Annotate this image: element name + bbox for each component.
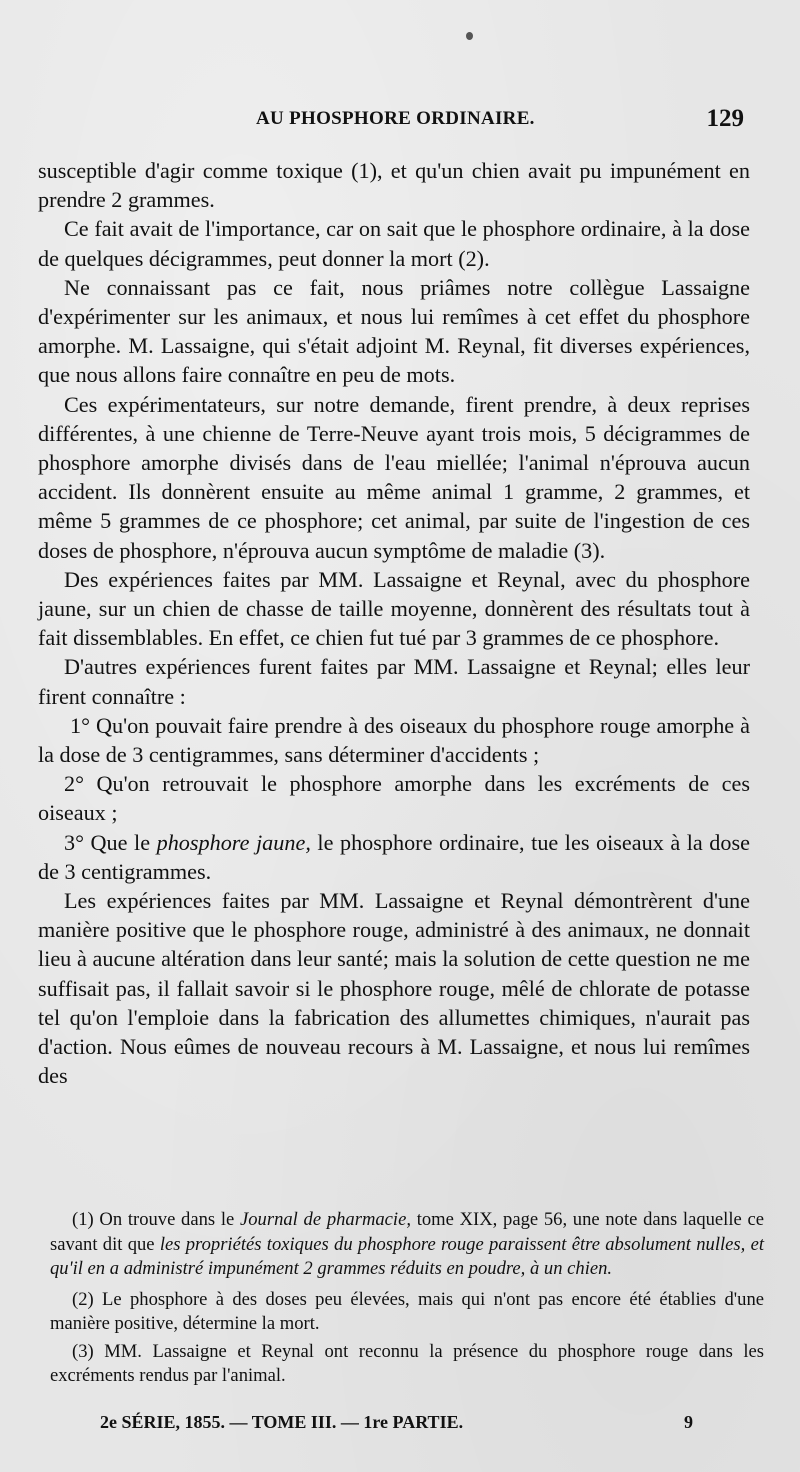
p9-lead: 3° Que le	[64, 829, 157, 855]
fn1-quote: les propriétés toxiques du phosphore rouge paraissent être absolument nulles, et qu'il en a administré impunément 2 grammes réduits en poudre, à un chien.	[50, 1233, 765, 1279]
paragraph-8: 2° Qu'on retrouvait le phosphore amorphe dans les excréments de ces oiseaux ;	[38, 771, 750, 826]
p9-italic: phosphore jaune,	[156, 829, 311, 855]
paragraph-3: Ne connaissant pas ce fait, nous priâmes notre collègue Lassaigne d'expérimenter sur les animaux, et nous lui remîmes à cet effet du phosphore amorphe. M. Lassaigne, qui s'était adjoint M. Reynal, fit diverses expériences, que nous allons faire connaître en peu de mots.	[38, 274, 750, 388]
footnote-1	[50, 1208, 764, 1282]
paragraph-6: D'autres expériences furent faites par MM. Lassaigne et Reynal; elles leur firent connaître :	[38, 654, 750, 709]
running-head	[0, 105, 800, 138]
footnote-3: (3) MM. Lassaigne et Reynal ont reconnu la présence du phosphore rouge dans les excréments rendus par l'animal.	[50, 1340, 764, 1386]
signature-number: 9	[684, 1412, 693, 1432]
signature-mark: 2e SÉRIE, 1855. — TOME III. — 1re PARTIE.	[100, 1412, 464, 1432]
signature-line	[0, 1412, 800, 1442]
main-text	[38, 156, 750, 1091]
p9-tail: le phosphore ordinaire, tue les oiseaux à la dose de 3 centigrammes.	[38, 829, 750, 884]
ink-speck	[466, 32, 473, 40]
paragraph-7: 1° Qu'on pouvait faire prendre à des oiseaux du phosphore rouge amorphe à la dose de 3 centigrammes, sans déterminer d'accidents ;	[38, 712, 750, 768]
fn1-lead: (1) On trouve dans le	[72, 1209, 240, 1230]
paragraph-1: susceptible d'agir comme toxique (1), et qu'un chien avait pu impunément en prendre 2 grammes.	[38, 158, 750, 213]
running-title: AU PHOSPHORE ORDINAIRE.	[256, 108, 535, 129]
fn1-mid: tome XIX, page 56, une note dans laquelle ce savant dit que	[50, 1209, 764, 1255]
paragraph-9	[38, 828, 750, 886]
page-number: 129	[706, 105, 744, 132]
paragraph-4: Ces expérimentateurs, sur notre demande, firent prendre, à deux reprises différentes, à une chienne de Terre-Neuve ayant trois mois, 5 décigrammes de phosphore amorphe divisés dans de l'eau miellée; l'animal n'éprouva aucun accident. Ils donnèrent ensuite au même animal 1 gramme, 2 grammes, et même 5 grammes de ce phosphore; cet animal, par suite de l'ingestion de ces doses de phosphore, n'éprouva aucun symptôme de maladie (3).	[38, 391, 750, 563]
footnote-2: (2) Le phosphore à des doses peu élevées, mais qui n'ont pas encore été établies d'une manière positive, détermine la mort.	[50, 1288, 764, 1334]
fn1-journal: Journal de pharmacie,	[240, 1209, 411, 1230]
paragraph-2: Ce fait avait de l'importance, car on sait que le phosphore ordinaire, à la dose de quelques décigrammes, peut donner la mort (2).	[38, 216, 750, 271]
paragraph-5: Des expériences faites par MM. Lassaigne et Reynal, avec du phosphore jaune, sur un chien de chasse de taille moyenne, donnèrent des résultats tout à fait dissemblables. En effet, ce chien fut tué par 3 grammes de ce phosphore.	[38, 566, 750, 651]
footnotes	[50, 1208, 764, 1392]
paragraph-10: Les expériences faites par MM. Lassaigne et Reynal démontrèrent d'une manière positive que le phosphore rouge, administré à des animaux, ne donnait lieu à aucune altération dans leur santé; mais la solution de cette question ne me suffisait pas, il fallait savoir si le phosphore rouge, mêlé de chlorate de potasse tel qu'on l'emploie dans la fabrication des allumettes chimiques, n'aurait pas d'action. Nous eûmes de nouveau recours à M. Lassaigne, et nous lui remîmes des	[38, 888, 750, 1089]
